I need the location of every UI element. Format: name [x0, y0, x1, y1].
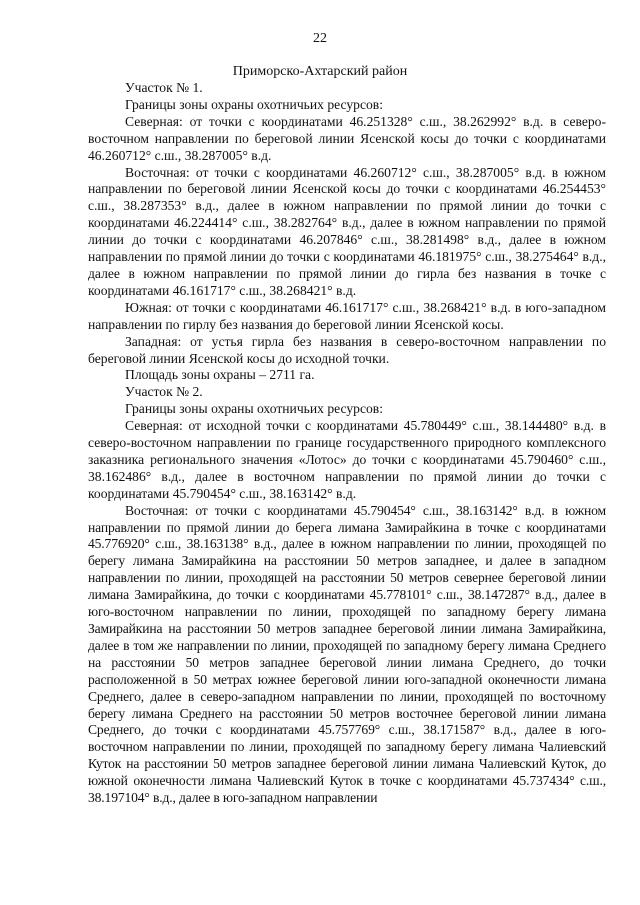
section-1-south-boundary: Южная: от точки с координатами 46.161717° с.ш., 38.268421° в.д. в юго-западном направлении по гирлу без названия до береговой линии Ясенской косы. — [88, 299, 606, 332]
section-2-heading: Участок № 2. — [125, 384, 203, 400]
section-2-east-boundary: Восточная: от точки с координатами 45.790454° с.ш., 38.163142° в.д. в южном направлении по прямой линии до берега лимана Замирайкина в точке с координатами 45.776920° с.ш., 38.163138° в.д., далее в южном направлении по линии, проходящей по берегу лимана Замирайкина на расстоянии 50 метров западнее, и далее в западном направлении по линии, проходящей на расстоянии 50 метров севернее береговой линии лимана Замирайкина, до точки с координатами 45.778101° с.ш., 38.147287° в.д., далее в юго-восточном направлении по линии, проходящей по западному берегу лимана Замирайкина на расстоянии 50 метров западнее береговой линии лимана Замирайкина, далее в том же направлении по линии, проходящей по западному берегу лимана Среднего на расстоянии 50 метров западнее береговой линии лимана Среднего, до точки расположенной в 50 метрах южнее береговой линии юго-западной оконечности лимана Среднего, далее в северо-западном направлении по линии, проходящей по восточному берегу лимана Среднего на расстоянии 50 метров восточнее береговой линии лимана Среднего, до точки с координатами 45.757769° с.ш., 38.171587° в.д., далее в юго-восточном направлении по линии, проходящей по западному берегу лимана Чалиевский Куток на расстоянии 50 метров западнее береговой линии лимана Чалиевский Куток, до южной оконечности лимана Чалиевский Куток в точке с координатами 45.737434° с.ш., 38.197104° в.д., далее в юго-западном направлении — [88, 502, 606, 806]
section-1-west-boundary: Западная: от устья гирла без названия в северо-восточном направлении по береговой линии Ясенской косы до исходной точки. — [88, 333, 606, 366]
section-1-boundaries-label: Границы зоны охраны охотничьих ресурсов: — [125, 96, 383, 112]
section-1-area: Площадь зоны охраны – 2711 га. — [125, 367, 315, 383]
page-number: 22 — [313, 31, 327, 46]
section-2-boundaries-label: Границы зоны охраны охотничьих ресурсов: — [125, 401, 383, 417]
section-1-north-boundary: Северная: от точки с координатами 46.251328° с.ш., 38.262992° в.д. в северо-восточном направлении по береговой линии Ясенской косы до точки с координатами 46.260712° с.ш., 38.287005° в.д. — [88, 113, 606, 163]
section-1-heading: Участок № 1. — [125, 80, 203, 95]
section-1-east-boundary: Восточная: от точки с координатами 46.260712° с.ш., 38.287005° в.д. в южном направлении по береговой линии Ясенской косы до точки с координатами 46.254453° с.ш., 38.287353° в.д., далее в южном направлении по прямой линии до точки с координатами 46.224414° с.ш., 38.282764° в.д., далее в южном направлении по прямой линии до точки с координатами 46.207846° с.ш., 38.281498° в.д., далее в южном направлении по прямой линии до точки с координатами 46.181975° с.ш., 38.275464° в.д., далее в южном направлении по прямой линии до гирла без названия в точке с координатами 46.161717° с.ш., 38.268421° в.д. — [88, 164, 606, 298]
document-body — [88, 80, 606, 807]
section-2-north-boundary: Северная: от исходной точки с координатами 45.780449° с.ш., 38.144480° в.д. в северо-восточном направлении по границе государственного природного комплексного заказника регионального значения «Лотос» до точки с координатами 45.790460° с.ш., 38.162486° в.д., далее в восточном направлении по прямой линии до точки с координатами 45.790454° с.ш., 38.163142° в.д. — [88, 418, 606, 501]
district-title: Приморско-Ахтарский район — [232, 64, 408, 79]
